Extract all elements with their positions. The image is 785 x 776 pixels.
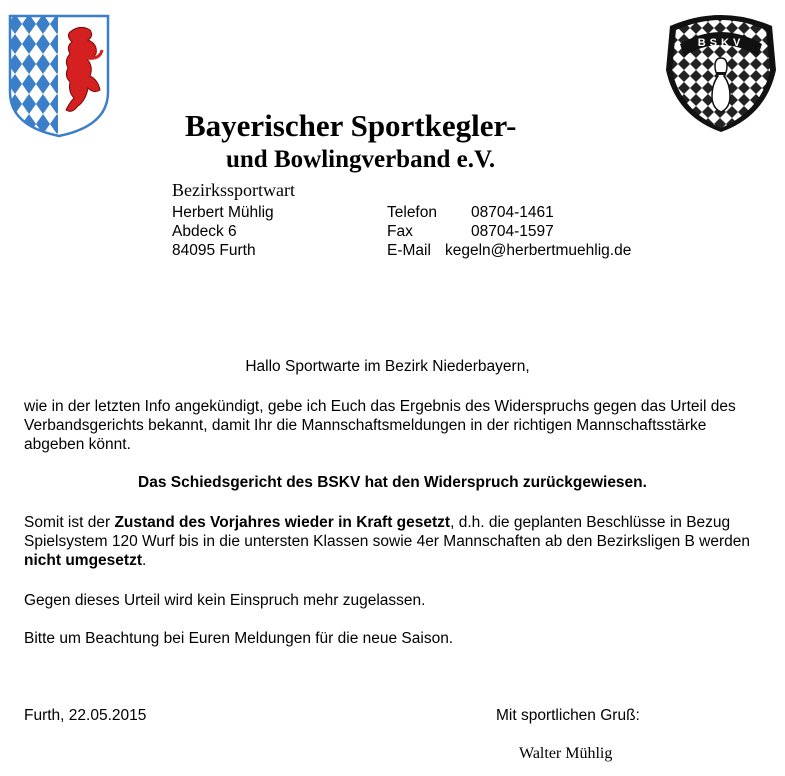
paragraph-request: Bitte um Beachtung bei Euren Meldungen für die neue Saison. bbox=[24, 630, 454, 647]
paragraph-announcement: wie in der letzten Info angekündigt, gebe ich Euch das Ergebnis des Widerspruchs gegen das Urteil des Verbandsgerichts bekannt, damit Ihr die Mannschaftsmeldungen in der richtigen Mannschaftsstärke abgeben könnt. bbox=[24, 398, 736, 453]
sender-role: Bezirkssportwart bbox=[172, 180, 295, 200]
signature: Walter Mühlig bbox=[519, 745, 613, 762]
email-label: E-Mail bbox=[387, 242, 431, 259]
bavaria-coat-of-arms-logo bbox=[8, 14, 110, 138]
bskv-logo-text: BSKV bbox=[697, 37, 745, 49]
paragraph-consequence bbox=[24, 513, 754, 570]
closing-greeting: Mit sportlichen Gruß: bbox=[496, 707, 640, 724]
email-address: kegeln@herbertmuehlig.de bbox=[445, 242, 632, 259]
place-date: Furth, 22.05.2015 bbox=[24, 707, 147, 724]
verdict-highlight: Das Schiedsgericht des BSKV hat den Widerspruch zurückgewiesen. bbox=[138, 474, 647, 491]
consequence-bold-1: Zustand des Vorjahres wieder in Kraft gesetzt bbox=[114, 514, 451, 531]
phone-label: Telefon bbox=[387, 204, 437, 221]
sender-name: Herbert Mühlig bbox=[172, 204, 274, 221]
consequence-text-2: , d.h. die geplanten Beschlüsse in Bezug Spielsystem 120 Wurf bis in die untersten Klassen sowie 4er Mannschaften ab den Bezirksligen B werden bbox=[24, 514, 751, 550]
bskv-emblem-logo bbox=[666, 10, 776, 132]
consequence-text-1: Somit ist der bbox=[24, 514, 115, 531]
federation-title-line1: Bayerischer Sportkegler- bbox=[185, 108, 517, 143]
consequence-bold-2: nicht umgesetzt bbox=[24, 552, 142, 569]
fax-label: Fax bbox=[387, 223, 413, 240]
paragraph-no-appeal: Gegen dieses Urteil wird kein Einspruch mehr zugelassen. bbox=[24, 592, 426, 609]
sender-city: 84095 Furth bbox=[172, 242, 256, 259]
fax-number: 08704-1597 bbox=[471, 223, 554, 240]
greeting: Hallo Sportwarte im Bezirk Niederbayern, bbox=[245, 358, 530, 375]
federation-title-line2: und Bowlingverband e.V. bbox=[226, 146, 496, 173]
sender-street: Abdeck 6 bbox=[172, 223, 237, 240]
consequence-text-3: . bbox=[141, 552, 147, 569]
phone-number: 08704-1461 bbox=[471, 204, 554, 221]
